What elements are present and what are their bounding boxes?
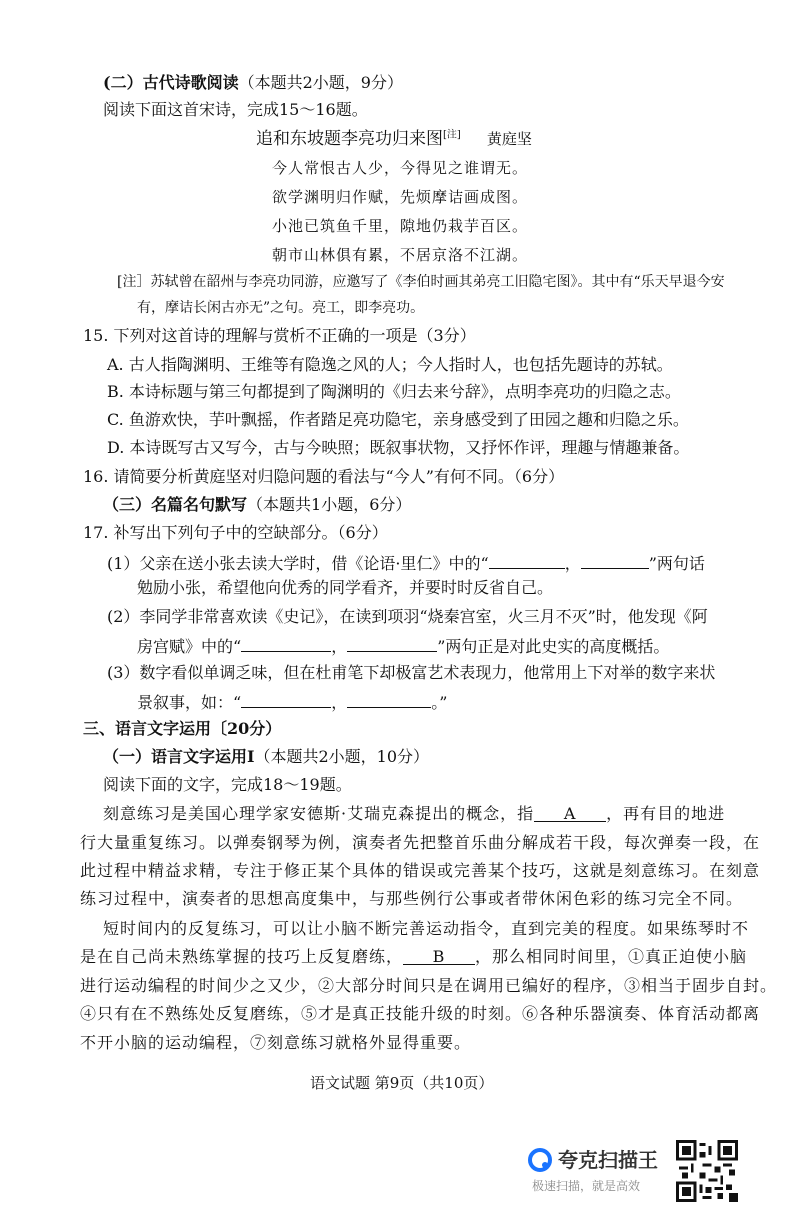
passage-p2-tail: ，那么相同时间里，①真正迫使小脑 — [475, 947, 748, 966]
subsection-1-intro: 阅读下面的文字，完成18～19题。 — [103, 775, 352, 794]
qr-code-icon — [676, 1140, 738, 1202]
q16-stem: 16. 请简要分析黄庭坚对归隐问题的看法与“今人”有何不同。（6分） — [83, 467, 565, 486]
subsection-1-note: （本题共2小题，10分） — [254, 747, 430, 766]
passage-p2-text: 是在自己尚未熟练掌握的技巧上反复磨练， — [80, 947, 404, 966]
brand-name: 夸克扫描王 — [558, 1148, 658, 1172]
q17-item-2-line-2 — [137, 633, 669, 658]
passage-p2-line-4: ④只有在不熟练处反复磨练，⑤才是真正技能升级的时刻。⑥各种乐器演奏、体育活动都离 — [80, 1004, 761, 1023]
passage-p2-line-2 — [80, 946, 747, 968]
passage-p2-line-3: 进行运动编程的时间少之又少，②大部分时间只是在调用已编好的程序，③相当于固步自封。 — [80, 976, 778, 995]
section-2-label: (二）古代诗歌阅读 — [103, 73, 239, 92]
section-3-heading — [103, 494, 411, 516]
q17-blank-2a[interactable] — [241, 633, 331, 652]
q17-item-3-line-2 — [137, 689, 447, 714]
q15-stem: 15. 下列对这首诗的理解与赏析不正确的一项是（3分） — [83, 326, 476, 345]
poem-note-line-2: 有，摩诘长闲古亦无”之句。亮工，即李亮功。 — [137, 300, 425, 316]
section-3-note: （本题共1小题，6分） — [247, 495, 412, 514]
q17-item-3-tail: 。” — [431, 693, 448, 712]
subsection-1-label: （一）语言文字运用Ⅰ — [103, 747, 255, 766]
poem-line-2: 欲学渊明归作赋，先烦摩诘画成图。 — [272, 188, 529, 206]
q17-stem: 17. 补写出下列句子中的空缺部分。（6分） — [83, 523, 388, 542]
poem-title-line — [256, 128, 532, 150]
blank-a[interactable]: A — [534, 803, 606, 822]
q17-item-3-text: 景叙事，如：“ — [137, 693, 242, 712]
subsection-1-heading — [103, 746, 429, 768]
poem-title-note: [注] — [443, 129, 461, 141]
q17-item-1-sep: ， — [564, 554, 581, 573]
q17-item-1-text: (1）父亲在送小张去读大学时，借《论语·里仁》中的“ — [107, 554, 489, 573]
passage-p1-tail: ，再有目的地进 — [606, 804, 726, 823]
section-2-note: （本题共2小题，9分） — [238, 73, 403, 92]
passage-p1-text: 刻意练习是美国心理学家安德斯·艾瑞克森提出的概念，指 — [103, 804, 535, 823]
q17-item-2: (2）李同学非常喜欢读《史记》，在读到项羽“烧秦宫室，火三月不灭”时，他发现《阿 — [107, 607, 708, 626]
brand-slogan: 极速扫描，就是高效 — [532, 1179, 641, 1193]
q15-option-a: A. 古人指陶渊明、王维等有隐逸之风的人；今人指时人，也包括先题诗的苏轼。 — [107, 355, 673, 374]
q17-item-3-sep: ， — [331, 693, 348, 712]
q17-blank-1a[interactable] — [489, 550, 565, 569]
q17-item-1-tail: ”两句话 — [648, 554, 705, 573]
poem-note-line-1: [注］苏轼曾在韶州与李亮功同游，应邀写了《李伯时画其弟亮工旧隐宅图》。其中有“乐天早退今安 — [117, 274, 725, 290]
passage-p1-line-1 — [103, 803, 725, 825]
page-footer: 语文试题 第9页（共10页） — [310, 1074, 494, 1092]
passage-p2-line-1: 短时间内的反复练习，可以让小脑不断完善运动指令，直到完美的程度。如果练琴时不 — [103, 919, 750, 938]
poem-line-3: 小池已筑鱼千里，隙地仍栽芋百区。 — [272, 217, 529, 235]
q15-option-d: D. 本诗既写古又写今，古与今映照；既叙事状物，又抒怀作评，理趣与情趣兼备。 — [107, 438, 690, 457]
q17-item-1 — [107, 550, 705, 575]
q17-blank-3a[interactable] — [241, 689, 331, 708]
q17-blank-1b[interactable] — [581, 550, 649, 569]
poem-title: 追和东坡题李亮功归来图 — [256, 129, 443, 149]
blank-b[interactable]: B — [403, 946, 475, 965]
q15-option-c: C. 鱼游欢快，芋叶飘摇，作者踏足亮功隐宅，亲身感受到了田园之趣和归隐之乐。 — [107, 410, 689, 429]
section-3-label: （三）名篇名句默写 — [103, 495, 248, 514]
quark-logo-icon — [528, 1148, 552, 1172]
section-2-heading — [103, 72, 403, 94]
passage-p1-line-2: 行大量重复练习。以弹奏钢琴为例，演奏者先把整首乐曲分解成若干段，每次弹奏一段，在 — [80, 833, 761, 852]
q17-item-2-sep: ， — [331, 637, 348, 656]
poem-line-1: 今人常恨古人少，今得见之谁谓无。 — [272, 159, 529, 177]
passage-p1-line-4: 练习过程中，演奏者的思想高度集中，与那些例行公事或者带休闲色彩的练习完全不同。 — [80, 889, 744, 908]
q17-blank-3b[interactable] — [347, 689, 431, 708]
scanner-watermark — [528, 1140, 668, 1200]
poem-line-4: 朝市山林俱有累，不居京洛不江湖。 — [272, 246, 529, 264]
passage-p2-line-5: 不开小脑的运动编程，⑦刻意练习就格外显得重要。 — [80, 1033, 472, 1052]
q15-option-b: B. 本诗标题与第三句都提到了陶渊明的《归去来兮辞》，点明李亮功的归隐之志。 — [107, 382, 681, 401]
passage-p1-line-3: 此过程中精益求精，专注于修正某个具体的错误或完善某个技巧，这就是刻意练习。在刻意 — [80, 861, 761, 880]
q17-blank-2b[interactable] — [347, 633, 437, 652]
q17-item-2-tail: ”两句正是对此史实的高度概括。 — [437, 637, 670, 656]
q17-item-3: (3）数字看似单调乏味，但在杜甫笔下却极富艺术表现力，他常用上下对举的数字来状 — [107, 663, 716, 682]
q17-item-2-text: 房宫赋》中的“ — [137, 637, 242, 656]
poem-author: 黄庭坚 — [486, 130, 532, 148]
q17-item-1-line-2: 勉励小张，希望他向优秀的同学看齐，并要时时反省自己。 — [137, 578, 554, 597]
section-2-intro: 阅读下面这首宋诗，完成15～16题。 — [103, 100, 368, 119]
part-3-heading: 三、语言文字运用〔20分） — [83, 719, 282, 738]
